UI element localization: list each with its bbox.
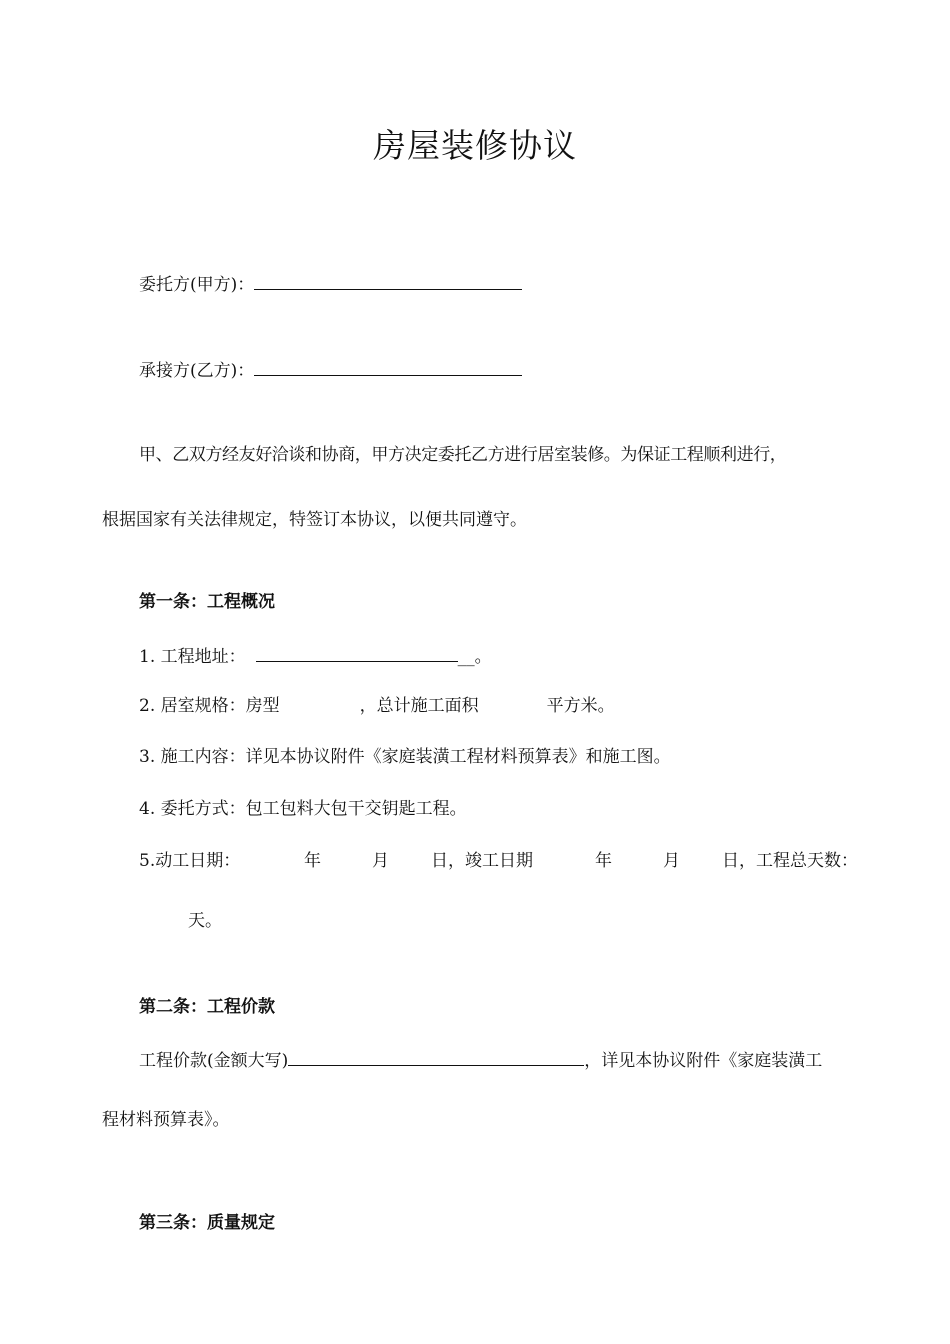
start-year: 年 [304, 851, 321, 871]
days-unit: 天。 [188, 911, 222, 931]
party-b-blank[interactable] [254, 357, 522, 376]
article-3-heading: 第三条：质量规定 [139, 1213, 275, 1233]
start-month: 月 [372, 851, 389, 871]
article-2-line-1 [139, 1047, 822, 1073]
party-b-label: 承接方(乙方)： [139, 361, 255, 381]
price-label: 工程价款(金额大写) [139, 1051, 289, 1071]
document-title: 房屋装修协议 [373, 126, 577, 165]
party-a-line [139, 271, 522, 297]
address-blank[interactable] [256, 643, 458, 662]
article-1-item-5 [139, 849, 240, 873]
article-1-item-1 [139, 643, 492, 669]
total-days-label: 日，工程总天数： [722, 851, 858, 871]
area-label: ，总计施工面积 [359, 696, 479, 716]
article-2-line-2: 程材料预算表》。 [102, 1110, 230, 1130]
price-suffix: ，详见本协议附件《家庭装潢工 [584, 1051, 823, 1071]
address-suffix: __。 [457, 647, 492, 667]
address-label: 1. 工程地址： [139, 647, 246, 667]
area-unit: 平方米。 [546, 696, 615, 716]
room-type-label: 2. 居室规格：房型 [139, 696, 280, 716]
article-1-item-4: 4. 委托方式：包工包料大包干交钥匙工程。 [139, 799, 467, 819]
end-date-label: 日，竣工日期 [431, 851, 533, 871]
article-2-heading: 第二条：工程价款 [139, 997, 275, 1017]
party-a-label: 委托方(甲方)： [139, 275, 255, 295]
start-date-label: 5.动工日期： [139, 851, 241, 871]
intro-line-1: 甲、乙双方经友好洽谈和协商，甲方决定委托乙方进行居室装修。为保证工程顺利进行， [139, 445, 787, 465]
end-month: 月 [663, 851, 680, 871]
article-1-item-2 [139, 694, 615, 718]
party-b-line [139, 357, 522, 383]
price-blank[interactable] [288, 1047, 584, 1066]
article-1-heading: 第一条：工程概况 [139, 592, 275, 612]
end-year: 年 [595, 851, 612, 871]
party-a-blank[interactable] [254, 271, 522, 290]
intro-line-2: 根据国家有关法律规定，特签订本协议，以便共同遵守。 [102, 510, 527, 530]
article-1-item-3: 3. 施工内容：详见本协议附件《家庭装潢工程材料预算表》和施工图。 [139, 747, 671, 767]
